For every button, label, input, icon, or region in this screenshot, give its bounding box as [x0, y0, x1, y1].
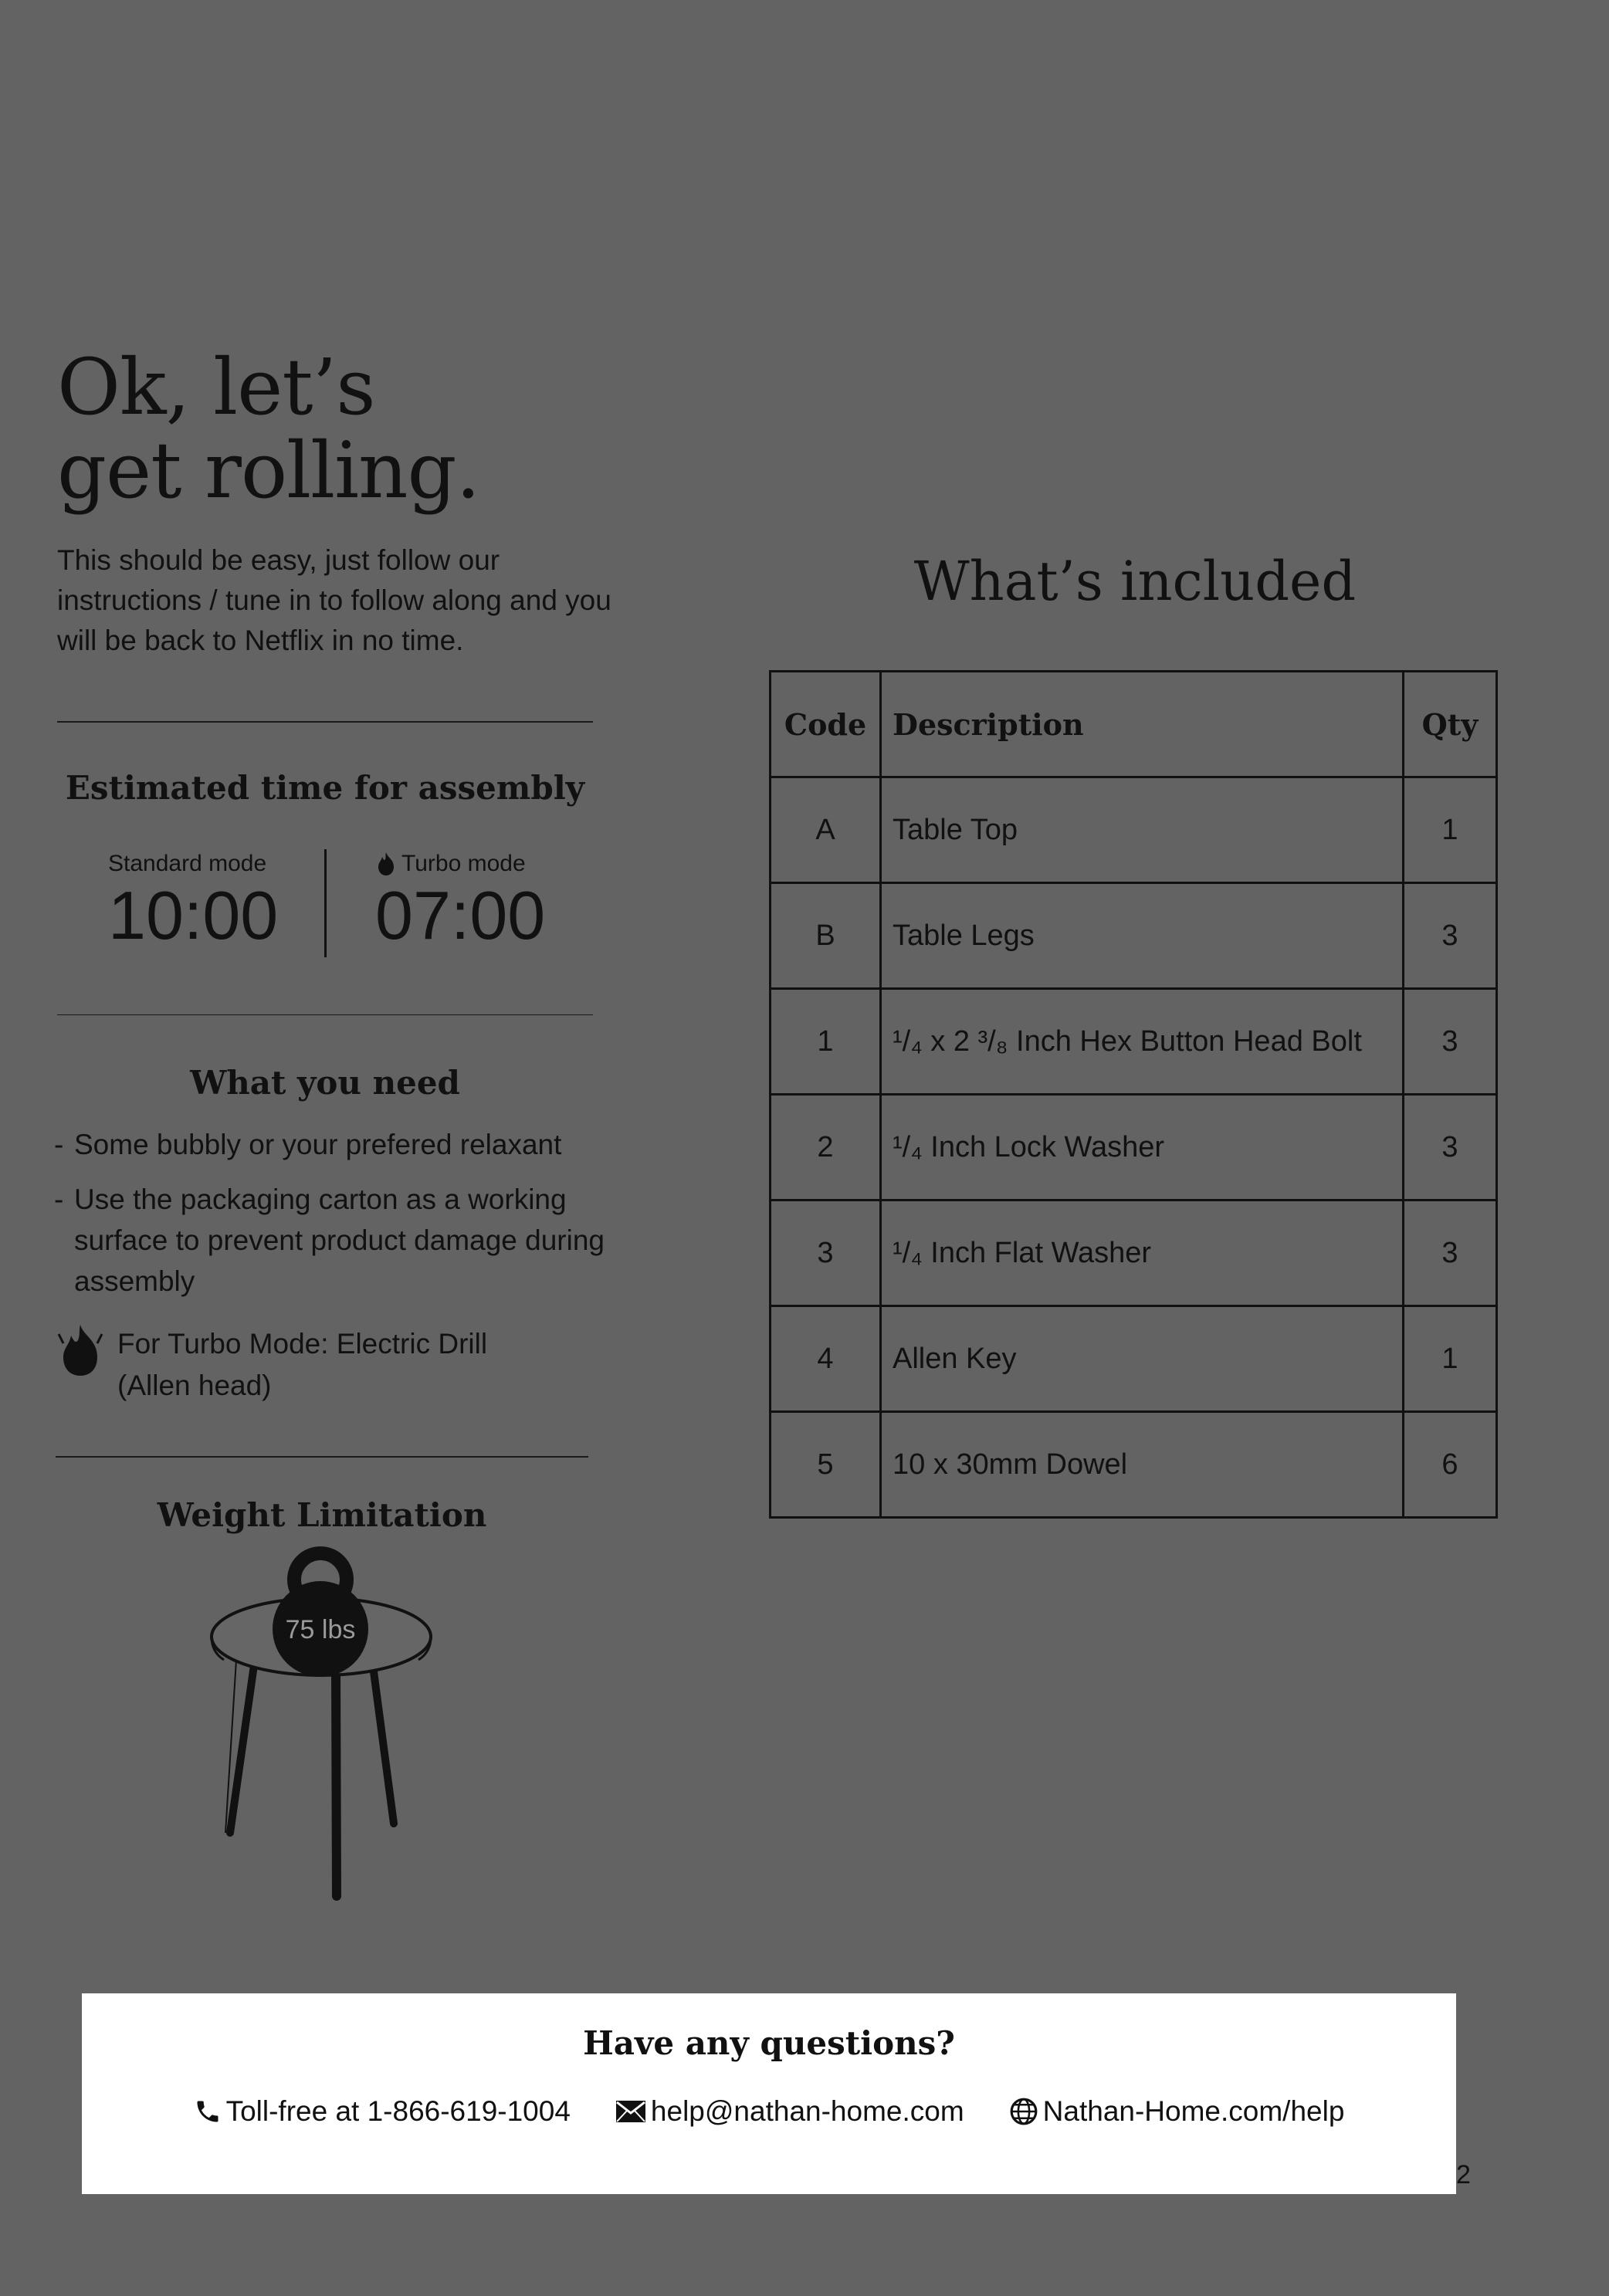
divider — [57, 1014, 593, 1015]
help-footer — [82, 1993, 1456, 2194]
part-code: 4 — [771, 1306, 881, 1412]
part-qty: 1 — [1404, 1306, 1497, 1412]
list-item: - Use the packaging carton as a working surface to prevent product damage during assembly — [54, 1184, 605, 1297]
weight-limitation-heading: Weight Limitation — [157, 1496, 487, 1534]
standard-mode-time: 10:00 — [108, 877, 279, 953]
parts-table — [769, 670, 1498, 1519]
column-header-qty: Qty — [1404, 672, 1497, 777]
part-code: 5 — [771, 1412, 881, 1518]
intro-text: This should be easy, just follow our instructions / tune in to follow along and you will be back to Netflix in no time. — [57, 544, 611, 656]
part-qty: 3 — [1404, 883, 1497, 989]
email-link[interactable] — [615, 2095, 964, 2128]
table-header-row — [771, 672, 1497, 777]
table-row — [771, 1306, 1497, 1412]
turbo-mode-label-group — [375, 851, 526, 877]
part-description: ¹/₄ x 2 ³/₈ Inch Hex Button Head Bolt — [881, 989, 1404, 1095]
phone-link[interactable] — [194, 2095, 571, 2128]
turbo-need-line-2: (Allen head) — [117, 1370, 272, 1401]
turbo-need-item — [57, 1323, 487, 1407]
headline-line-2: get rolling. — [57, 425, 480, 516]
part-description: ¹/₄ Inch Lock Washer — [881, 1095, 1404, 1200]
weight-label: 75 lbs — [285, 1615, 356, 1644]
part-description: ¹/₄ Inch Flat Washer — [881, 1200, 1404, 1306]
turbo-mode-time: 07:00 — [375, 877, 546, 953]
side-table-illustration — [201, 1536, 448, 1907]
turbo-need-line-1: For Turbo Mode: Electric Drill — [117, 1328, 488, 1360]
table-row — [771, 1412, 1497, 1518]
website-text: Nathan-Home.com/help — [1042, 2095, 1345, 2127]
part-qty: 3 — [1404, 1200, 1497, 1306]
part-code: 3 — [771, 1200, 881, 1306]
weight-illustration — [201, 1536, 448, 1907]
globe-icon — [1009, 2097, 1038, 2126]
part-description: Table Top — [881, 777, 1404, 883]
column-header-code: Code — [771, 672, 881, 777]
part-description: Allen Key — [881, 1306, 1404, 1412]
table-row — [771, 883, 1497, 989]
headline — [57, 342, 480, 516]
footer-contacts — [82, 2095, 1456, 2128]
part-qty: 3 — [1404, 1095, 1497, 1200]
assembly-time-heading: Estimated time for assembly — [65, 769, 585, 807]
phone-text: Toll-free at 1-866-619-1004 — [225, 2095, 571, 2127]
part-description: Table Legs — [881, 883, 1404, 989]
time-divider — [324, 849, 327, 957]
part-code: 2 — [771, 1095, 881, 1200]
part-code: B — [771, 883, 881, 989]
website-link[interactable] — [1009, 2095, 1345, 2128]
what-you-need-list — [54, 1124, 610, 1316]
envelope-icon — [615, 2100, 646, 2123]
what-you-need-heading: What you need — [190, 1064, 460, 1102]
table-row — [771, 1200, 1497, 1306]
turbo-mode-label: Turbo mode — [401, 851, 526, 876]
whats-included-title: What’s included — [913, 550, 1357, 613]
table-row — [771, 1095, 1497, 1200]
table-row — [771, 777, 1497, 883]
flame-icon — [57, 1323, 103, 1377]
part-description: 10 x 30mm Dowel — [881, 1412, 1404, 1518]
page-number: 2 — [1456, 2160, 1471, 2189]
part-code: A — [771, 777, 881, 883]
phone-icon — [194, 2098, 222, 2125]
list-item: - Some bubbly or your prefered relaxant — [54, 1129, 562, 1160]
headline-line-1: Ok, let’s — [57, 342, 375, 432]
part-code: 1 — [771, 989, 881, 1095]
divider — [57, 721, 593, 723]
standard-mode-label: Standard mode — [108, 851, 267, 876]
flame-icon — [375, 852, 397, 876]
part-qty: 6 — [1404, 1412, 1497, 1518]
email-text: help@nathan-home.com — [650, 2095, 964, 2127]
table-row — [771, 989, 1497, 1095]
part-qty: 1 — [1404, 777, 1497, 883]
footer-title: Have any questions? — [583, 2024, 955, 2062]
part-qty: 3 — [1404, 989, 1497, 1095]
divider — [56, 1456, 588, 1458]
column-header-description: Description — [881, 672, 1404, 777]
